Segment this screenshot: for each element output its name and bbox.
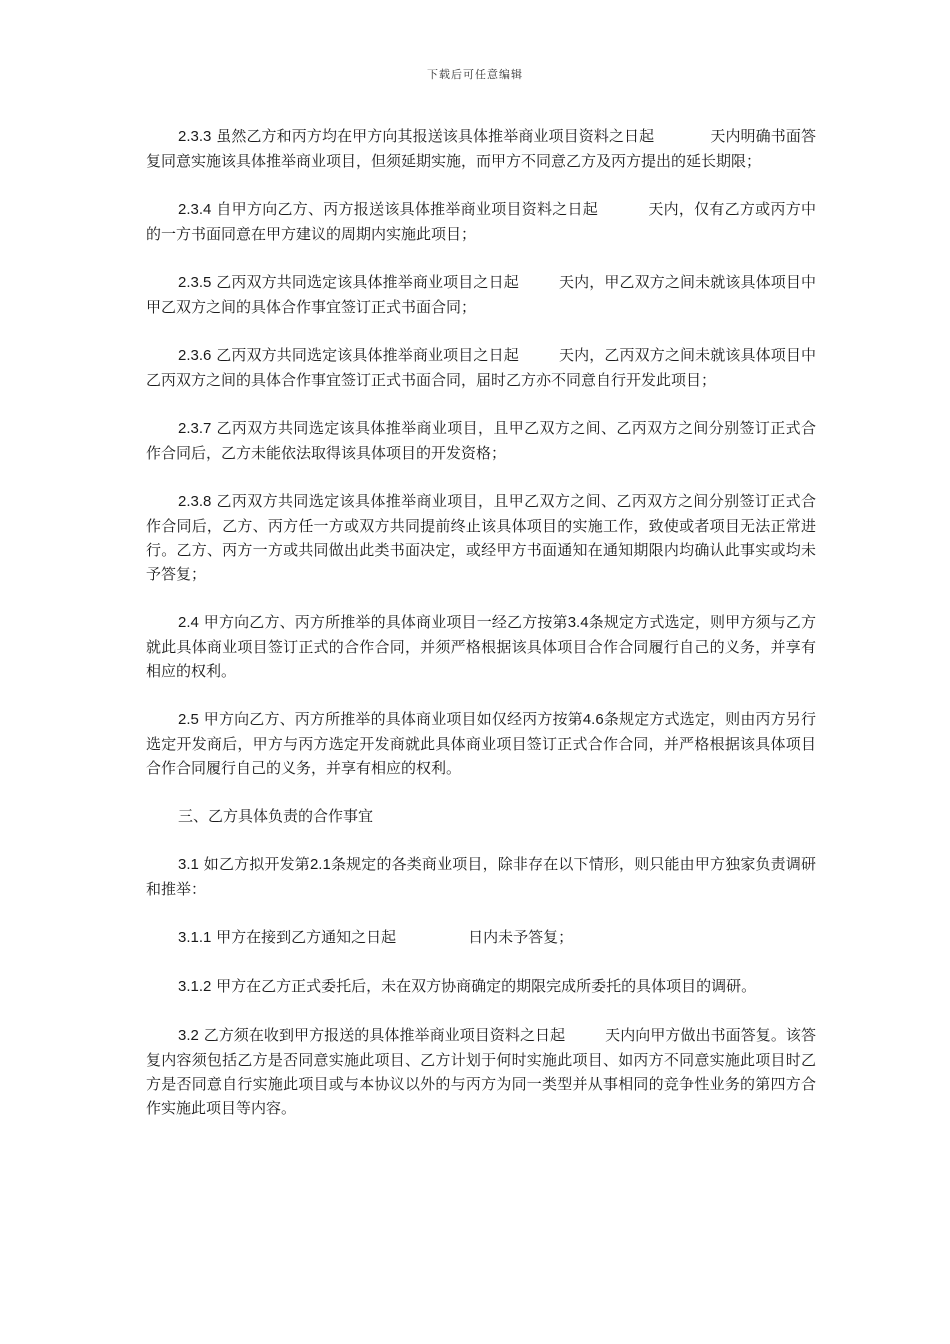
clause-number: 2.3.7 [178, 420, 212, 437]
clause-text-part1: 甲方向乙方、丙方所推举的具体商业项目如仅经丙方按第 [203, 710, 583, 728]
clause-2-3-8 [146, 489, 816, 586]
clause-text-part1: 乙丙双方共同选定该具体推举商业项目之日起 [216, 273, 519, 291]
clause-3-1 [146, 852, 816, 901]
clause-text-part1: 自甲方向乙方、丙方报送该具体推举商业项目资料之日起 [216, 200, 599, 218]
clause-2-3-7 [146, 416, 816, 465]
clause-text: 乙丙双方共同选定该具体推举商业项目，且甲乙双方之间、乙丙双方之间分别签订正式合作合同后，乙方、丙方任一方或双方共同提前终止该具体项目的实施工作，致使或者项目无法正常进行。乙方、丙方一方或共同做出此类书面决定，或经甲方书面通知在通知期限内均确认此事实或均未予答复； [146, 492, 816, 583]
clause-text-part2: 天内向甲方做出书面答复。该答复内容须包括乙方是否同意实施此项目、乙方计划于何时实施此项目、如丙方不同意实施此项目时乙方是否同意自行实施此项目或与本协议以外的与丙方为同一类型并从事相同的竞争性业务的第四方合作实施此项目等内容。 [146, 1026, 816, 1117]
section-title-3: 三、乙方具体负责的合作事宜 [178, 807, 374, 825]
clause-text-part2: 天内，仅有乙方或丙方中的一方书面同意在甲方建议的周期内实施此项目； [146, 200, 816, 243]
clause-text-part2: 日内未予答复； [468, 928, 574, 946]
clause-number: 3.1.2 [178, 978, 212, 995]
clause-number: 3.1 [178, 856, 199, 873]
document-body [146, 124, 816, 1144]
clause-reference: 4.6 [582, 711, 604, 728]
clause-number: 2.3.3 [178, 128, 212, 145]
clause-2-3-5 [146, 270, 816, 319]
clause-text-part2: 天内，乙丙双方之间未就该具体项目中乙丙双方之间的具体合作事宜签订正式书面合同，届时乙方亦不同意自行开发此项目； [146, 346, 816, 389]
clause-number: 2.3.6 [178, 347, 212, 364]
clause-reference: 2.1 [309, 856, 331, 873]
clause-reference: 3.4 [567, 614, 589, 631]
clause-text-part1: 虽然乙方和丙方均在甲方向其报送该具体推举商业项目资料之日起 [216, 127, 655, 145]
clause-text-part2: 条规定的各类商业项目，除非存在以下情形，则只能由甲方独家负责调研和推举： [146, 855, 816, 898]
clause-number: 2.3.5 [178, 274, 212, 291]
clause-text-part1: 甲方在接到乙方通知之日起 [216, 928, 397, 946]
clause-3-1-2 [146, 974, 816, 999]
clause-2-5 [146, 707, 816, 780]
page-header: 下载后可任意编辑 [427, 68, 523, 81]
clause-2-3-3 [146, 124, 816, 173]
clause-number: 2.5 [178, 711, 199, 728]
clause-text: 乙丙双方共同选定该具体推举商业项目，且甲乙双方之间、乙丙双方之间分别签订正式合作合同后，乙方未能依法取得该具体项目的开发资格； [146, 419, 816, 462]
clause-3-2 [146, 1023, 816, 1120]
clause-2-3-4 [146, 197, 816, 246]
clause-text-part1: 乙丙双方共同选定该具体推举商业项目之日起 [216, 346, 519, 364]
clause-number: 3.1.1 [178, 929, 212, 946]
clause-number: 2.4 [178, 614, 199, 631]
clause-number: 2.3.4 [178, 201, 212, 218]
clause-text-part2: 条规定方式选定，则由丙方另行选定开发商后，甲方与丙方选定开发商就此具体商业项目签订正式合作合同，并严格根据该具体项目合作合同履行自己的义务，并享有相应的权利。 [146, 710, 816, 777]
clause-2-4 [146, 610, 816, 683]
clause-text-part1: 甲方向乙方、丙方所推举的具体商业项目一经乙方按第 [203, 613, 568, 631]
clause-text-part1: 如乙方拟开发第 [203, 855, 310, 873]
clause-text-part2: 天内，甲乙双方之间未就该具体项目中甲乙双方之间的具体合作事宜签订正式书面合同； [146, 273, 816, 316]
clause-text-part2: 天内明确书面答复同意实施该具体推举商业项目，但须延期实施，而甲方不同意乙方及丙方提出的延长期限； [146, 127, 816, 170]
clause-text-part2: 条规定方式选定，则甲方须与乙方就此具体商业项目签订正式的合作合同，并须严格根据该具体项目合作合同履行自己的义务，并享有相应的权利。 [146, 613, 816, 680]
clause-text: 甲方在乙方正式委托后，未在双方协商确定的期限完成所委托的具体项目的调研。 [216, 977, 757, 995]
clause-2-3-6 [146, 343, 816, 392]
clause-3-1-1 [146, 925, 816, 950]
clause-number: 3.2 [178, 1027, 199, 1044]
clause-text-part1: 乙方须在收到甲方报送的具体推举商业项目资料之日起 [203, 1026, 566, 1044]
clause-number: 2.3.8 [178, 493, 212, 510]
